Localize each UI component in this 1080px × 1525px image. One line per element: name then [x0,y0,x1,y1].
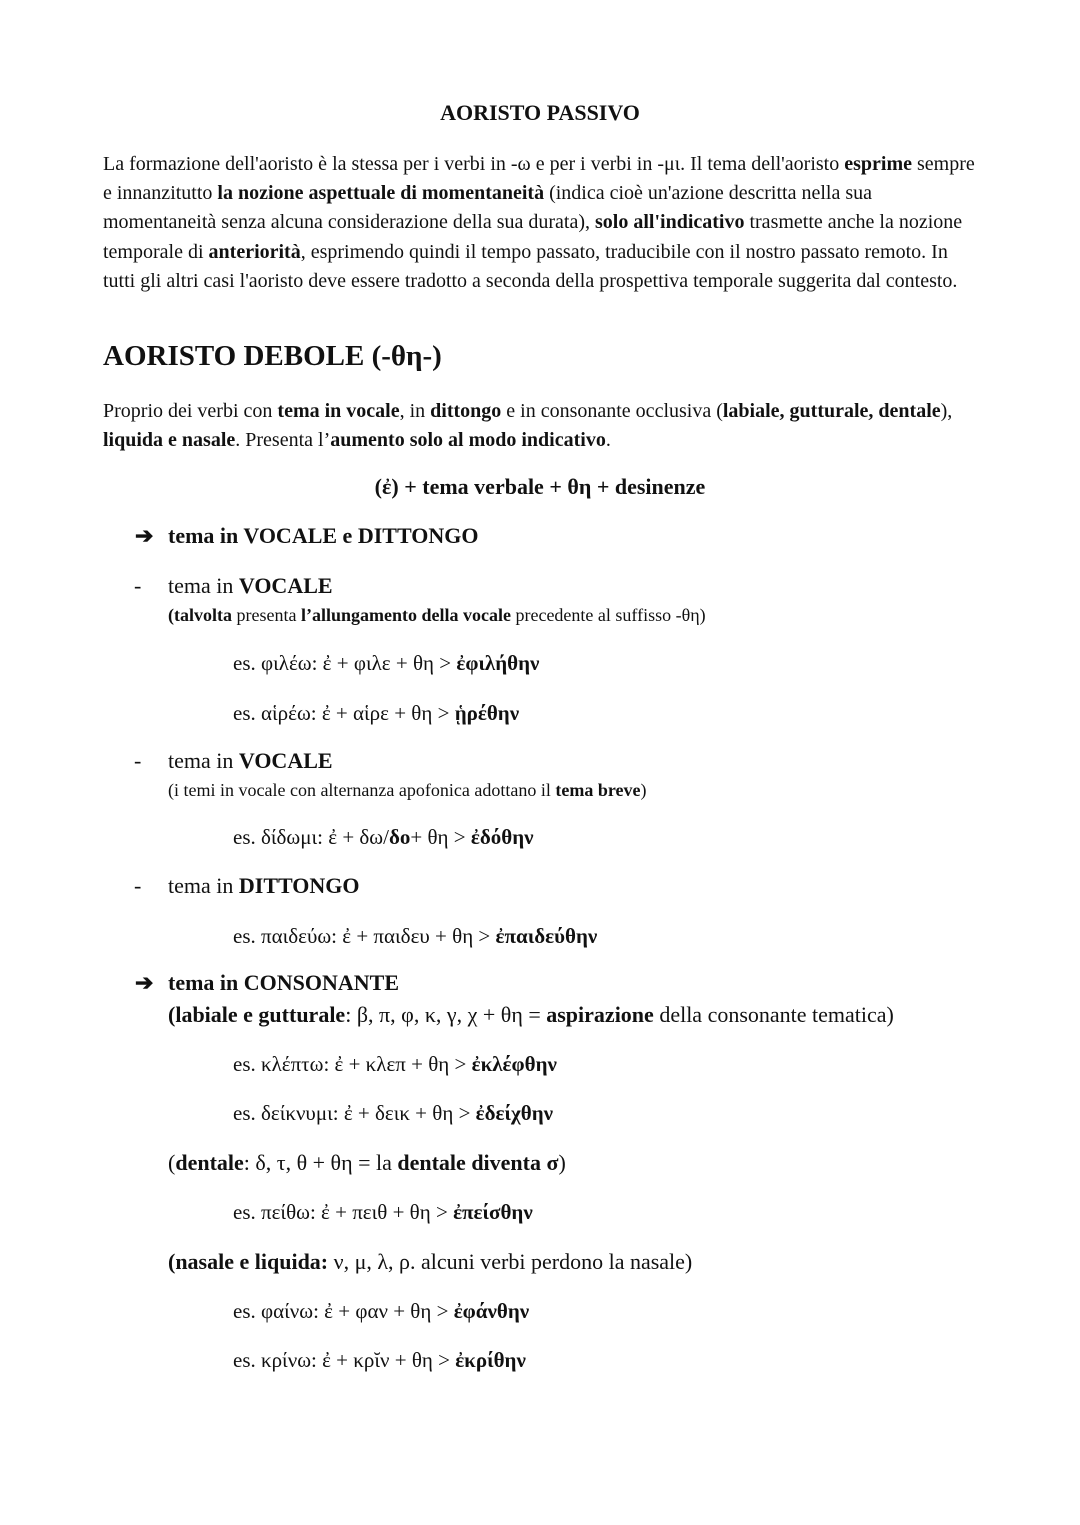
vowel-note-1 [168,605,706,626]
sub-text: tema in [168,873,239,898]
dash-bullet: - [134,573,142,598]
intro-text: trasmette anche la nozione temporale di [103,211,963,263]
example-phileo [233,651,539,676]
example-klepto [233,1052,557,1077]
vowel-note-2 [168,780,646,801]
example-result: ἐκλέφθην [471,1052,557,1076]
example-result: ἐπείσθην [453,1200,533,1224]
section-intro-text: . Presenta l’ [235,429,331,451]
rule-paren: ( [168,1002,176,1027]
example-text: es. αἱρέω: ἐ + αἱρε + θη > [233,701,455,725]
nasal-rule [168,1249,692,1275]
dash-bullet: - [134,748,142,773]
section-intro-bold: liquida e nasale [103,429,236,451]
example-krino [233,1348,526,1373]
section-intro-text: ), [940,400,953,422]
rule-bold: dentale [175,1150,244,1175]
example-result: ἐκρίθην [455,1348,526,1372]
sub-bold: DITTONGO [238,873,360,898]
example-bold: δο [388,825,411,849]
section-intro-paragraph [103,397,983,455]
intro-paragraph [103,150,983,296]
section-intro-text: Proprio dei verbi con [103,400,278,422]
sub-text: tema in [168,573,239,598]
rule-paren: ) [558,1150,566,1175]
note-paren: ) [640,780,647,800]
note-text: precedente al suffisso -θη [510,605,700,625]
example-result: ἐπαιδεύθην [495,924,598,948]
formula: (ἐ) + tema verbale + θη + desinenze [374,474,706,499]
page-title: AORISTO PASSIVO [440,100,640,125]
rule-bold: aspirazione [546,1002,654,1027]
rule-paren: ( [168,1150,176,1175]
note-bold: tema breve [555,780,641,800]
example-text: es. παιδεύω: ἐ + παιδευ + θη > [233,924,496,948]
example-paideuo [233,924,597,949]
rule-bold: (nasale e liquida: [168,1249,329,1274]
note-bold: l’allungamento della vocale [300,605,511,625]
rule-text: : δ, τ, θ + θη = la [243,1150,398,1175]
intro-bold: esprime [844,153,912,175]
dental-rule [168,1150,566,1176]
example-peitho [233,1200,533,1225]
example-result: ᾑρέθην [454,701,520,725]
sub-bold: VOCALE [238,748,333,773]
diphthong-subsection [134,873,360,899]
note-text: (i temi in vocale con alternanza apofonica adottano il [168,780,556,800]
intro-text: (indica cioè un'azione descritta nella sua momentaneità senza alcuna considerazione della sua durata), [103,182,872,234]
example-text: + θη > [410,825,471,849]
intro-text: sempre e innanzitutto [103,153,975,205]
section-intro-bold: dittongo [430,400,502,422]
example-text: es. φαίνω: ἐ + φαν + θη > [233,1299,454,1323]
section-intro-text: e in consonante occlusiva ( [501,400,723,422]
heading-text: tema in VOCALE e DITTONGO [168,523,479,548]
rule-bold: dentale diventa σ [397,1150,559,1175]
example-didomi [233,825,534,850]
intro-text: , esprimendo quindi il tempo passato, traducibile con il nostro passato remoto. In tutti gli altri casi l'aoristo deve essere tradotto a seconda della prospettiva temporale suggerita dal contesto. [103,240,958,292]
intro-bold: anteriorità [208,240,301,263]
arrow-icon: ➔ [135,523,154,548]
arrow-icon: ➔ [135,970,154,995]
section-intro-bold: tema in vocale [277,400,400,422]
note-paren: ) [699,605,706,625]
example-deiknumi [233,1101,553,1126]
example-result: ἐφιλήθην [456,651,540,675]
example-result: ἐδείχθην [475,1101,553,1125]
section-intro-bold: labiale, gutturale, dentale [722,400,941,422]
vowel-subsection-1 [134,573,333,599]
rule-text: : β, π, φ, κ, γ, χ + θη = [345,1002,547,1027]
vowel-section-heading [135,523,478,549]
rule-text: della consonante tematica) [653,1002,894,1027]
labial-rule [168,1002,894,1028]
intro-bold: la nozione aspettuale di momentaneità [217,182,545,205]
intro-text: La formazione dell'aoristo è la stessa per i verbi in -ω e per i verbi in -μι. Il tema dell'aoristo [103,153,845,175]
dash-bullet: - [134,873,142,898]
rule-text: ν, μ, λ, ρ. alcuni verbi perdono la nasale) [328,1249,693,1274]
example-result: ἐδόθην [470,825,534,849]
example-phaino [233,1299,529,1324]
example-text: es. κλέπτω: ἐ + κλεπ + θη > [233,1052,472,1076]
sub-text: tema in [168,748,239,773]
example-text: es. δίδωμι: ἐ + δω/ [233,825,389,849]
note-paren: ( [168,605,174,625]
heading-text: tema in CONSONANTE [168,970,400,995]
note-bold: talvolta [174,605,232,625]
example-haireo [233,701,519,726]
example-text: es. φιλέω: ἐ + φιλε + θη > [233,651,457,675]
consonant-section-heading [135,970,399,996]
example-result: ἐφάνθην [453,1299,530,1323]
sub-bold: VOCALE [238,573,333,598]
rule-bold: labiale e gutturale [175,1002,346,1027]
intro-bold: solo all'indicativo [595,211,745,234]
section-intro-text: , in [399,400,431,422]
example-text: es. κρίνω: ἐ + κρῐν + θη > [233,1348,456,1372]
example-text: es. πείθω: ἐ + πειθ + θη > [233,1200,454,1224]
section-intro-bold: aumento solo al modo indicativo [330,429,606,451]
section-intro-text: . [605,429,611,451]
section-heading: AORISTO DEBOLE (-θη-) [103,340,442,372]
example-text: es. δείκνυμι: ἐ + δεικ + θη > [233,1101,476,1125]
vowel-subsection-2 [134,748,333,774]
note-text: presenta [232,605,301,625]
